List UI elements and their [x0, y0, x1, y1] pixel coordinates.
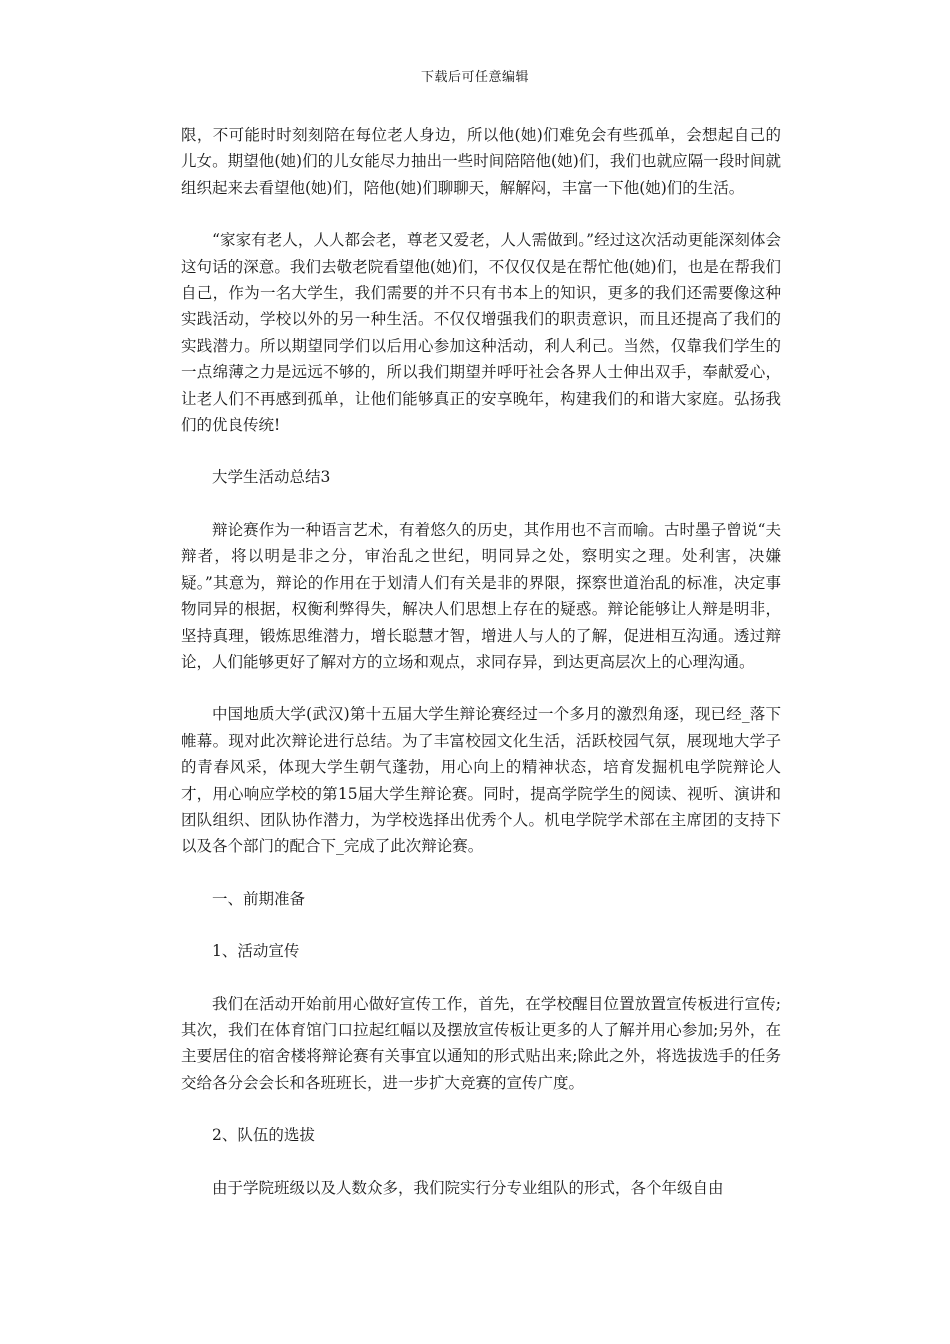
paragraph: 辩论赛作为一种语言艺术，有着悠久的历史，其作用也不言而喻。古时墨子曾说“夫辩者，将以明是非之分，审治乱之世纪，明同异之处，察明实之理。处利害，决嫌疑。”其意为，辩论的作用在于划清人们有关是非的界限，探察世道治乱的标准，决定事物同异的根据，权衡利弊得失，解决人们思想上存在的疑惑。辩论能够让人辩是明非，坚持真理，锻炼思维潜力，增长聪慧才智，增进人与人的了解，促进相互沟通。透过辩论，人们能够更好了解对方的立场和观点，求同存异，到达更高层次上的心理沟通。: [181, 520, 781, 671]
document-body: [181, 122, 781, 1227]
paragraph: 由于学院班级以及人数众多，我们院实行分专业组队的形式，各个年级自由: [212, 1178, 724, 1197]
paragraph: 中国地质大学(武汉)第十五届大学生辩论赛经过一个多月的激烈角逐，现已经_落下帷幕。现对此次辩论进行总结。为了丰富校园文化生活，活跃校园气氛，展现地大学子的青春风采，体现大学生朝气蓬勃，用心向上的精神状态，培育发掘机电学院辩论人才，用心响应学校的第15届大学生辩论赛。同时，提高学院学生的阅读、视听、演讲和团队组织、团队协作潜力，为学校选择出优秀个人。机电学院学术部在主席团的支持下以及各个部门的配合下_完成了此次辩论赛。: [181, 705, 781, 856]
paragraph: “家家有老人，人人都会老，尊老又爱老，人人需做到。”经过这次活动更能深刻体会这句话的深意。我们去敬老院看望他(她)们，不仅仅仅是在帮忙他(她)们，也是在帮我们自己，作为一名大学生，我们需要的并不只有书本上的知识，更多的我们还需要像这种实践活动，学校以外的另一种生活。不仅仅增强我们的职责意识，而且还提高了我们的实践潜力。所以期望同学们以后用心参加这种活动，利人利己。当然，仅靠我们学生的一点绵薄之力是远远不够的，所以我们期望并呼吁社会各界人士伸出双手，奉献爱心，让老人们不再感到孤单，让他们能够真正的安享晚年，构建我们的和谐大家庭。弘扬我们的优良传统!: [181, 231, 781, 435]
paragraph: 限，不可能时时刻刻陪在每位老人身边，所以他(她)们难免会有些孤单，会想起自己的儿女。期望他(她)们的儿女能尽力抽出一些时间陪陪他(她)们，我们也就应隔一段时间就组织起来去看望他(她)们，陪他(她)们聊聊天，解解闷，丰富一下他(她)们的生活。: [181, 126, 781, 197]
page-header-note: 下载后可任意编辑: [420, 70, 529, 85]
section-heading: 一、前期准备: [212, 889, 306, 908]
section-title: 大学生活动总结3: [212, 468, 331, 487]
subsection-heading: 2、队伍的选拔: [212, 1126, 315, 1145]
paragraph: 我们在活动开始前用心做好宣传工作，首先，在学校醒目位置放置宣传板进行宣传;其次，我们在体育馆门口拉起红幅以及摆放宣传板让更多的人了解并用心参加;另外，在主要居住的宿舍楼将辩论赛有关事宜以通知的形式贴出来;除此之外，将选拔选手的任务交给各分会会长和各班班长，进一步扩大竞赛的宣传广度。: [181, 994, 781, 1092]
subsection-heading: 1、活动宣传: [212, 942, 300, 961]
